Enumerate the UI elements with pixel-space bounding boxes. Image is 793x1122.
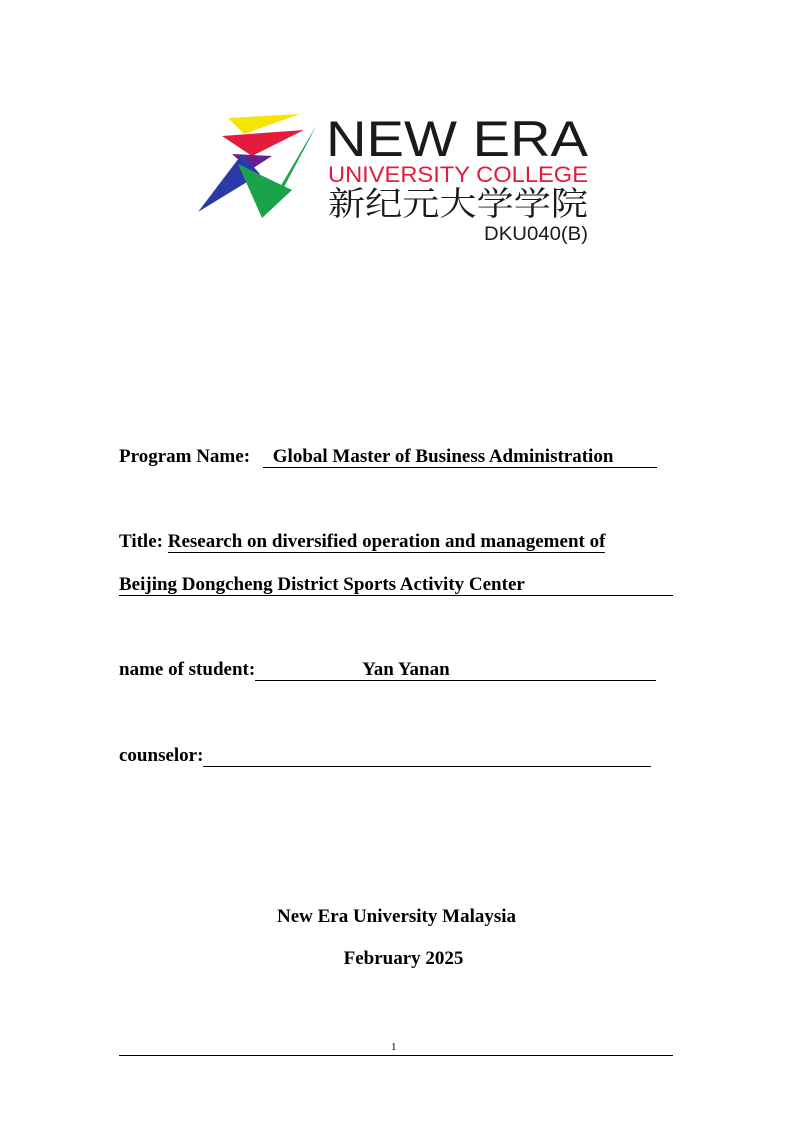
page-number: 1 [391,1041,397,1053]
program-name-field [119,446,673,468]
logo-name-chinese: 新纪元大学学院 [328,185,588,222]
logo-name-line1: NEW ERA [326,111,589,167]
title-value-line2: Beijing Dongcheng District Sports Activity Center [119,575,673,596]
logo-emblem-yellow [228,114,300,134]
counselor-blank-line [203,746,651,767]
title-field [119,531,673,553]
counselor-field [119,745,673,767]
institution-name: New Era University Malaysia [276,906,517,927]
footer-divider [119,1055,673,1056]
counselor-label: counselor: [119,745,204,766]
program-name-label: Program Name: [119,446,251,467]
program-name-value: Global Master of Business Administration [263,447,657,468]
university-logo [192,104,602,254]
student-name-label: name of student: [119,659,256,680]
title-value-line1: Research on diversified operation and management of [167,531,606,552]
student-name-value: Yan Yanan [255,660,656,681]
submission-date: February 2025 [343,948,464,969]
logo-emblem-red [222,130,304,156]
logo-name-line2: UNIVERSITY COLLEGE [328,162,588,187]
title-label: Title: [119,531,163,552]
logo-emblem-green [238,164,292,218]
logo-code: DKU040(B) [484,224,588,245]
student-name-field [119,659,673,681]
title-field-continued [119,574,673,596]
